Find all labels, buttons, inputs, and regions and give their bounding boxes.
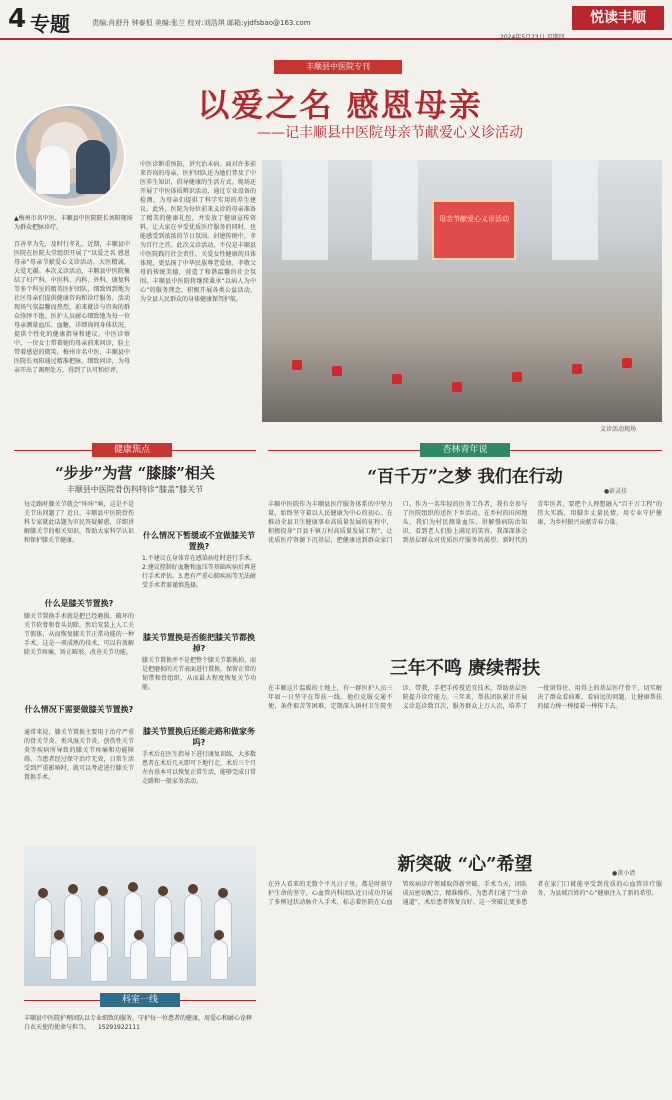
doctor-figure xyxy=(36,146,70,194)
health-answer-2: 通常来说，膝关节置换主要用于治疗严重的骨关节炎、类风湿关节炎、创伤性关节炎等疾病所导致的膝关节疼痛和功能障碍。当患者经过保守治疗无效，日常生活受到严重影响时，就可以考虑进行膝关节置换手术。 xyxy=(24,729,134,781)
health-tag: 健康焦点 xyxy=(92,443,172,457)
staff-figure xyxy=(210,940,228,980)
red-stool xyxy=(292,360,302,370)
staff-head xyxy=(218,888,228,898)
health-question-2: 什么情况下需要做膝关节置换? xyxy=(24,705,134,714)
portrait-caption: ▲梅州市名中医、丰顺县中医院院长刘阳现场为群众把脉诊疗。 xyxy=(14,215,133,231)
page-number: 4 xyxy=(8,4,27,34)
health-answer-4: 膝关节置换并不是把整个膝关节都换掉，而是把磨损的关节表面进行置换，保留正常的韧带和骨组织，从而最大程度恢复关节功能。 xyxy=(142,657,256,691)
fourth-byline: ●黄小清 xyxy=(612,870,636,877)
health-intro: 每走路时膝关节就会“咔咔”响，这是不是关节出问题了？近日，丰顺县中医院骨伤科专家就此话题为市民答疑解惑，详细讲解膝关节的相关知识，帮助大家科学认识和保护膝关节健康。 xyxy=(24,501,134,544)
health-answer-3: 1.不建议在身体存在感染病灶时进行手术。2.建议控制好血糖和血压等基础疾病后再进行手术评估。3.患有严重心肺疾病等无法耐受手术者需谨慎选择。 xyxy=(142,555,256,589)
staff-figure xyxy=(50,940,68,980)
ceiling-beam xyxy=(282,160,328,260)
patient-figure xyxy=(76,140,110,194)
third-body: 在丰顺这片温暖的土地上，有一群医护人员三年如一日坚守在帮扶一线。他们克服交通不便、条件艰苦等困难，定期深入镇村卫生院坐诊、带教，手把手传授适宜技术，帮助基层医院提升诊疗能力。三年来，帮扶团队累计开展义诊巡诊数百次，服务群众上万人次，培养了一批留得住、用得上的基层医疗骨干，切实解决了群众看病难、看病远的问题，让健康帮扶的接力棒一棒接着一棒传下去。 xyxy=(268,685,662,710)
red-stool xyxy=(332,366,342,376)
health-question-1: 什么是膝关节置换? xyxy=(44,599,114,608)
staff-figure xyxy=(170,942,188,982)
fourth-body: 在外人看来的无数个平凡日子里，都是时刻守护生命的坚守。心血管内科团队近日成功开展了多例冠状动脉介入手术，标志着医院在心血管疾病诊疗领域取得新突破。手术当天，团队成员密切配合，精准操作，为患者打通了“生命通道”，术后患者恢复良好。这一突破让更多患者在家门口就能享受到优质的心血管诊疗服务，为县域百姓的“心”健康注入了新的希望。 xyxy=(268,881,662,906)
ceiling-beam xyxy=(552,160,598,260)
event-photo xyxy=(262,160,662,422)
staff-head xyxy=(54,930,64,940)
staff-head xyxy=(158,886,168,896)
youth-body: 丰顺中医院作为丰顺县医疗服务体系的中坚力量，始终坚守着以人民健康为中心的初心。在推动全县卫生健康事业高质量发展的征程中，积极投身“百县千镇万村高质量发展工程”，让优质医疗资源下沉基层，把健康送到群众家门口。作为一名年轻的医务工作者，我有幸参与了医院组织的送医下乡活动。在乡村的田间地头，我们为村民测量血压、讲解慢病防治知识，看到老人们脸上满足的笑容，我深深体会到基层群众对优质医疗服务的渴望。新时代的青年医者，要把个人理想融入“百千万工程”的伟大实践，用脚步丈量民情，用专业守护健康，为乡村振兴贡献青春力量。 xyxy=(268,501,662,544)
newspaper-brand: 悦读丰顺 xyxy=(572,6,664,30)
feature-subhead: ——记丰顺县中医院母亲节献爱心义诊活动 xyxy=(257,125,523,141)
health-question-5: 膝关节置换后还能走路和做家务吗? xyxy=(143,727,255,747)
health-question-4: 膝关节置换是否能把膝关节都换掉? xyxy=(143,633,255,653)
youth-byline: ●彭灵佳 xyxy=(604,488,628,495)
staff-head xyxy=(98,886,108,896)
staff-head xyxy=(174,932,184,942)
science-tag: 科室一线 xyxy=(100,993,180,1007)
health-answer-5: 手术后在医生指导下进行康复训练，大多数患者在术后几天即可下地行走，术后三个月左右基本可以恢复正常生活，能够完成日常走路和一般家务活动。 xyxy=(142,751,256,785)
red-stool xyxy=(392,374,402,384)
staff-head xyxy=(134,930,144,940)
staff-head xyxy=(38,888,48,898)
section-title: 专题 xyxy=(30,12,70,36)
youth-title: “百千万”之梦 我们在行动 xyxy=(367,467,563,487)
page-header xyxy=(0,0,672,40)
staff-figure xyxy=(90,942,108,982)
science-phone: 15291922111 xyxy=(97,1024,140,1031)
event-photo-caption: 义诊活动现场 xyxy=(600,426,637,433)
red-stool xyxy=(622,358,632,368)
fourth-title: 新突破 “心”希望 xyxy=(397,854,533,875)
staff-figure xyxy=(130,940,148,980)
issue-date: 2024年5月23日 星期四 xyxy=(500,34,565,41)
staff-head xyxy=(214,930,224,940)
event-banner: 母亲节献爱心义诊活动 xyxy=(432,200,516,260)
feature-column-1: 百善孝为先，及时行孝礼。近期，丰顺县中医院在医院大堂组织开展了“以爱之名 感恩母亲”母亲节献爱心义诊活动。大医精诚，大爱无疆。本次义诊活动，丰顺县中医院集结了妇产科、中医科、内科、外科、康复科等多个科室的精英医护团队，细致周到地为社区母亲们提供健康咨询和诊疗服务。活动现场气氛温馨而热烈，前来就诊与咨询的群众络绎不绝。医护人员耐心细致地为每一位母亲测量血压、血糖，详细询问身体状况，提供个性化的健康指导和建议。中医诊察中，一位女士带着她的母亲前来问诊，脸上带着感恩的微笑。梅州市名中医、丰顺县中医院长刘阳通过精准把脉，细致问诊，为母亲开出了调理处方，得到了认可和好评。 xyxy=(14,241,130,374)
health-answer-1: 膝关节置换手术就是把已经磨损、破坏的关节软骨和骨头切除，然后安装上人工关节假体，从而恢复膝关节正常功能的一种手术。这是一项成熟的技术，可以有效解除关节疼痛，矫正畸形，改善关节功能。 xyxy=(24,613,134,656)
staff-head xyxy=(128,882,138,892)
health-title: “步步”为营 “膝膝”相关 xyxy=(55,464,215,482)
staff-head xyxy=(94,932,104,942)
red-stool xyxy=(452,382,462,392)
editor-credits: 责编:肖舒丹 钟泰恒 美编:张兰 校对:刘浩琪 邮箱:yjdfsbao@163.com xyxy=(92,19,311,27)
staff-head xyxy=(188,884,198,894)
feature-column-2: 中医诊断重预防，讲究治未病。面对许多前来咨询的母亲，医护团队还为她们普及了中医养生知识，倡导健康的生活方式。现场还开展了中医体质辨识活动，通过专业设备的检测，为母亲们提供了科学实用的养生建议。此外，医院为每位前来义诊的母亲准备了精美的健康礼包，并发放了健康宣传资料，让大家在享受优质医疗服务的同时，也能感受到浓浓的节日氛围。封建传统中，孝为百行之首。此次义诊活动，不仅是丰顺县中医院践行社会责任、关爱女性健康的具体体现，更弘扬了中华民族尊老爱幼、孝敬父母的传统美德，营造了和谐温馨的社会氛围。丰顺县中医院将继续秉承“以病人为中心”的服务理念，积极开展各类公益活动，为全县人民群众的身体健康保驾护航。 xyxy=(140,161,256,303)
feature-tag: 丰顺县中医院专刊 xyxy=(274,60,402,74)
youth-tag: 杏林青年说 xyxy=(420,443,510,457)
health-subtitle: 丰顺县中医院骨伤科特诊“膝盖”膝关节 xyxy=(66,485,204,494)
science-caption xyxy=(24,1014,256,1032)
nursing-team-photo xyxy=(24,846,256,986)
feature-headline: 以爱之名 感恩母亲 xyxy=(197,86,483,124)
ceiling-beam xyxy=(372,160,418,260)
doctor-portrait-photo xyxy=(14,104,126,208)
health-question-3: 什么情况下暂缓或不宜做膝关节置换? xyxy=(143,531,255,551)
third-title: 三年不鸣 赓续帮扶 xyxy=(389,658,541,679)
red-stool xyxy=(512,372,522,382)
staff-head xyxy=(68,884,78,894)
red-stool xyxy=(572,364,582,374)
science-caption-text: 丰顺县中医院护理团队以专业细致的服务，守护每一位患者的健康，用爱心和耐心诠释白衣天使的使命与担当。 xyxy=(24,1015,253,1031)
